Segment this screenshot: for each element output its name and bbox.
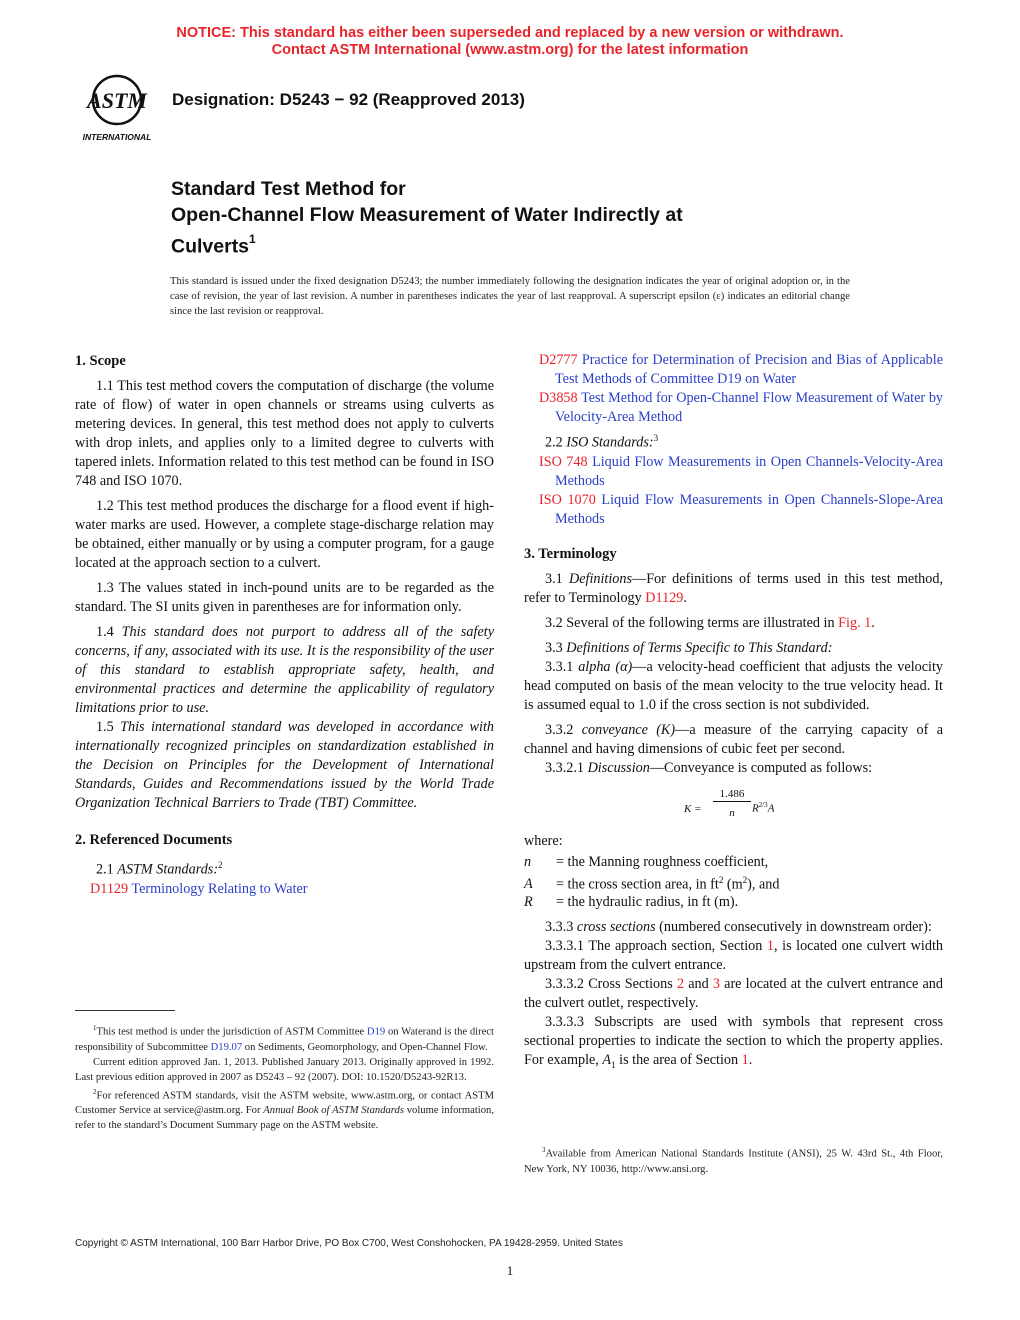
variable-a: A = the cross section area, in $ft^2$ $(m^2)$, and [524, 874, 780, 893]
copyright-footer: Copyright © ASTM International, 100 Barr Harbor Drive, PO Box C700, West Conshohocken, PA 19428-2959. United States [75, 1238, 623, 1249]
para-3-2: 3.2 Several of the following terms are illustrated in Fig. 1. [545, 614, 875, 631]
para-3-3-3: 3.3.3 cross sections (numbered consecutively in downstream order): [545, 919, 932, 936]
link-iso748[interactable]: ISO 748 [539, 453, 588, 470]
reference-d3858 [524, 389, 943, 427]
link-d19[interactable]: D19 [366, 1026, 386, 1038]
para-1-2: 1.2 This test method produces the discharge for a flood event if high-water marks are used. However, a complete stage-discharge relation may be obtained, either manually or by using a computer program, for a gauge located at the approach section to a culvert. [75, 498, 494, 571]
notice-line-1: NOTICE: This standard has either been superseded and replaced by a new version or withdrawn. [176, 25, 844, 41]
link-iso1070-title[interactable]: Liquid Flow Measurements in Open Channels-Slope-Area Methods [555, 491, 943, 527]
logo-text: ASTM [87, 88, 147, 113]
para-3-1: 3.1 Definitions—For definitions of terms used in this test method, refer to Terminology D1129. [524, 570, 944, 606]
para-1-1: 1.1 This test method covers the computation of discharge (the volume rate of flow) of water in open channels or streams using culverts as metering devices. In general, this test method does not apply to culverts with drop inlets, and applies only to a limited degree to culverts with tapered inlets. Information related to this test method can be found in ISO 748 and ISO 1070. [75, 378, 494, 489]
link-section-2[interactable]: 2 [676, 976, 685, 993]
section-heading-referenced-documents: 2. Referenced Documents [75, 832, 233, 848]
para-3-3-1: 3.3.1 alpha (α)—a velocity-head coefficient that adjusts the velocity head computed on basis of the mean velocity to the true velocity head. It is assumed equal to 1.0 if the cross section is not subdivided. [524, 658, 943, 713]
notice-line-2: Contact ASTM International (www.astm.org) for the latest information [271, 42, 749, 58]
para-3-3-3-1: 3.3.3.1 The approach section, Section 1, is located one culvert width upstream from the culvert entrance. [524, 938, 943, 974]
variable-r: R = the hydraulic radius, in ft (m). [524, 894, 739, 911]
right-footnotes [524, 1143, 943, 1177]
reference-d2777 [524, 351, 943, 389]
footnote-divider [75, 1010, 175, 1011]
link-d2777[interactable]: D2777 [539, 352, 578, 368]
para-2-2: 2.2 ISO Standards:$^3$ [545, 433, 659, 451]
para-3-3-3-3: 3.3.3.3 Subscripts are used with symbols that represent cross sectional properties to indicate the section to which the property applies. For example, $A_1$ is the area of Section 1. [524, 1014, 943, 1071]
para-3-3-3-2: 3.3.3.2 Cross Sections 2 and 3 are located at the culvert entrance and the culvert outlet, respectively. [524, 976, 943, 1012]
footnote-1-edition: Current edition approved Jan. 1, 2013. Published January 2013. Originally approved in 1992. Last previous edition approved in 2007 as D5243 – 92 (2007). DOI: 10.1520/D5243-92R13. [75, 1056, 494, 1083]
conveyance-equation: K = 1.486 n $R^{2/3}A$ [684, 787, 775, 819]
designation: Designation: D5243 − 92 (Reapproved 2013) [172, 90, 525, 109]
notice-banner [0, 25, 1020, 59]
link-iso1070[interactable]: ISO 1070 [539, 491, 596, 508]
footnote-1: $^1$This test method is under the jurisdiction of ASTM Committee D19 on Waterand is the direct responsibility of Subcommittee D19.07 on Sediments, Geomorphology, and Open-Channel Flow. [75, 1024, 494, 1053]
variable-list [524, 853, 943, 912]
link-section-1[interactable]: 1 [766, 938, 775, 955]
section-heading-terminology: 3. Terminology [524, 545, 617, 562]
para-3-3-2-1: 3.3.2.1 Discussion—Conveyance is computed as follows: [545, 759, 873, 776]
link-d3858-title[interactable]: Test Method for Open-Channel Flow Measurement of Water by Velocity-Area Method [555, 390, 944, 425]
reference-iso1070 [524, 491, 943, 529]
link-section-3[interactable]: 3 [712, 976, 720, 993]
para-1-3: 1.3 The values stated in inch-pound units are to be regarded as the standard. The SI units given in parentheses are for information only. [75, 580, 494, 615]
para-2-1: 2.1 ASTM Standards:$^2$ [96, 860, 223, 878]
logo-subtext: INTERNATIONAL [82, 132, 152, 142]
link-d1129[interactable]: D1129 [90, 880, 129, 897]
left-footnotes [75, 1021, 494, 1133]
astm-logo [72, 72, 162, 144]
para-3-3: 3.3 Definitions of Terms Specific to This Standard: [545, 639, 833, 656]
para-1-4: 1.4 This standard does not purport to address all of the safety concerns, if any, associated with its use. It is the responsibility of the user of this standard to establish appropriate safety, health, and environmental practices and determine the applicability of regulatory limitations prior to use. [75, 624, 494, 716]
footnote-3: $^3$Available from American National Standards Institute (ANSI), 25 W. 43rd St., 4th Floor, New York, NY 10036, http://www.ansi.org. [524, 1146, 943, 1175]
link-d19-07[interactable]: D19.07 [210, 1041, 243, 1053]
para-1-5: 1.5 This international standard was developed in accordance with internationally recognized principles on standardization established in the Decision on Principles for the Development of International Standards, Guides and Recommendations issued by the World Trade Organization Technical Barriers to Trade (TBT) Committee. [75, 719, 494, 811]
footnote-2: $^2$For referenced ASTM standards, visit the ASTM website, www.astm.org, or contact ASTM Customer Service at service@astm.org. For Annual Book of ASTM Standards volume information, refer to the standard’s Document Summary page on the ASTM website. [75, 1087, 494, 1132]
para-3-3-2: 3.3.2 conveyance (K)—a measure of the carrying capacity of a channel and having dimensions of cubic feet per second. [524, 721, 944, 757]
title-line-2: Open-Channel Flow Measurement of Water Indirectly at [171, 204, 683, 226]
reference-d1129 [75, 880, 494, 899]
where-label: where: [524, 832, 563, 849]
link-d1129-title[interactable]: Terminology Relating to Water [131, 880, 308, 897]
title-footnote-ref[interactable]: 1 [249, 232, 256, 246]
link-fig-1[interactable]: Fig. 1 [838, 614, 872, 631]
left-column [75, 352, 494, 899]
section-heading-scope: 1. Scope [75, 353, 126, 369]
title-line-1: Standard Test Method for [171, 178, 406, 200]
intro-paragraph: This standard is issued under the fixed designation D5243; the number immediately following the designation indicates the year of original adoption or, in the case of revision, the year of last revision. A number in parentheses indicates the year of last reapproval. A superscript epsilon (ε) indicates an editorial change since the last revision or reapproval. [170, 276, 850, 317]
link-iso748-title[interactable]: Liquid Flow Measurements in Open Channels-Velocity-Area Methods [555, 453, 943, 489]
document-title [171, 176, 871, 260]
reference-iso748 [524, 453, 943, 491]
link-d3858[interactable]: D3858 [539, 390, 578, 406]
link-term-d1129[interactable]: D1129 [645, 589, 684, 606]
page-number: 1 [506, 1263, 514, 1278]
link-d2777-title[interactable]: Practice for Determination of Precision and Bias of Applicable Test Methods of Committee D19 on Water [555, 352, 944, 387]
title-line-3: Culverts$^1$ [171, 232, 256, 258]
link-section-1-example[interactable]: 1 [741, 1052, 749, 1069]
right-column [524, 351, 943, 1075]
variable-n: n = the Manning roughness coefficient, [524, 853, 769, 870]
